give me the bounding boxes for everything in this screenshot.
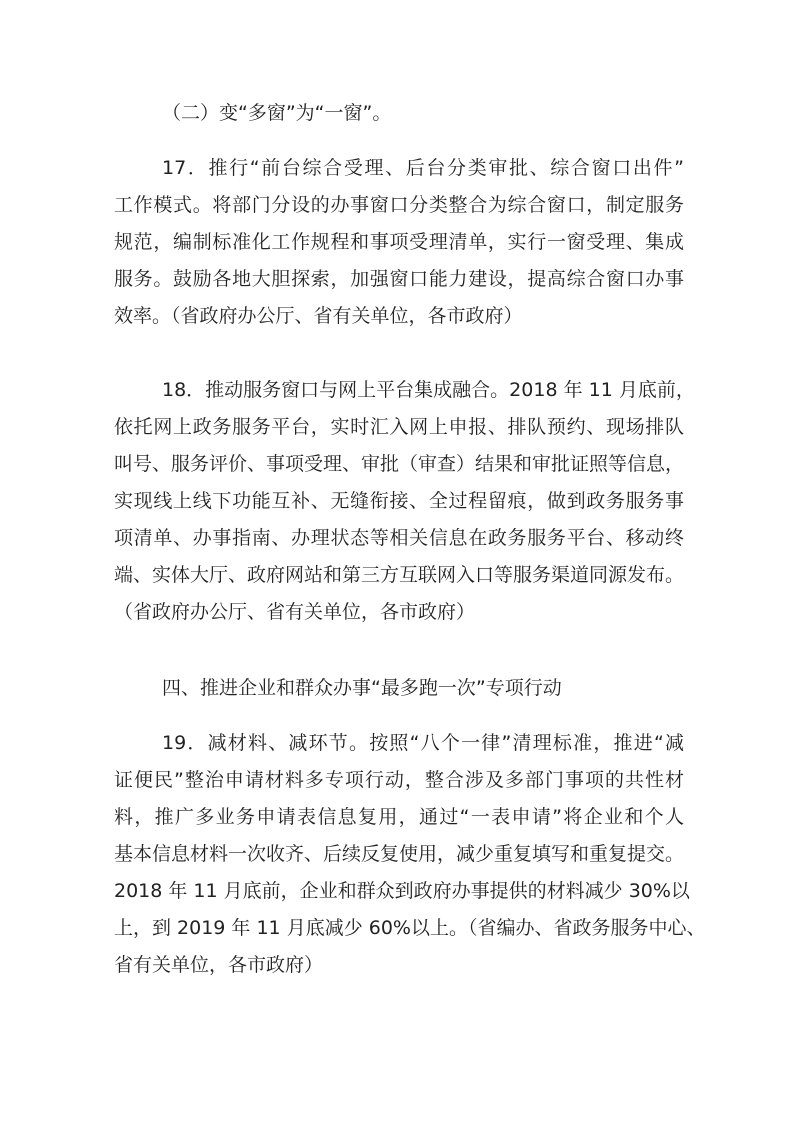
text-line: （二）变“多窗”为“一窗”。 [162, 102, 392, 124]
text-line: 17．推行“前台综合受理、后台分类审批、综合窗口出件” [162, 157, 684, 179]
text-line: （省政府办公厅、省有关单位，各市政府） [114, 601, 476, 623]
text-line: 证便民”整治申请材料多专项行动，整合涉及多部门事项的共性材 [114, 769, 684, 791]
text-line: 上，到 2019 年 11 月底减少 60%以上。（省编办、省政务服务中心、 [114, 917, 706, 939]
section-heading-2 [114, 95, 684, 132]
text-line: 料，推广多业务申请表信息复用，通过“一表申请”将企业和个人 [114, 806, 684, 828]
text-line: 叫号、服务评价、事项受理、审批（审查）结果和审批证照等信息， [114, 453, 685, 475]
text-line: 实现线上线下功能互补、无缝衔接、全过程留痕，做到政务服务事 [114, 490, 684, 512]
text-line: 2018 年 11 月底前，企业和群众到政府办事提供的材料减少 30%以 [114, 880, 690, 902]
text-line: 工作模式。将部门分设的办事窗口分类整合为综合窗口，制定服务 [114, 194, 684, 216]
item-17-paragraph [114, 150, 684, 335]
text-line: 18．推动服务窗口与网上平台集成融合。2018 年 11 月底前， [162, 379, 695, 401]
text-line: 服务。鼓励各地大胆探索，加强窗口能力建设，提高综合窗口办事 [114, 268, 684, 290]
text-line: 省有关单位，各市政府） [114, 954, 324, 976]
text-line: 基本信息材料一次收齐、后续反复使用，减少重复填写和重复提交。 [114, 843, 685, 865]
text-line: 四、推进企业和群众办事“最多跑一次”专项行动 [162, 677, 562, 699]
item-18-paragraph [114, 372, 695, 631]
text-line: 效率。（省政府办公厅、省有关单位，各市政府） [114, 305, 523, 327]
text-line: 端、实体大厅、政府网站和第三方互联网入口等服务渠道同源发布。 [114, 564, 685, 586]
text-line: 19．减材料、减环节。按照“八个一律”清理标准，推进“减 [162, 732, 684, 754]
item-19-paragraph [114, 725, 706, 984]
section-heading-4 [114, 670, 684, 707]
text-line: 依托网上政务服务平台，实时汇入网上申报、排队预约、现场排队 [114, 416, 684, 438]
text-line: 项清单、办事指南、办理状态等相关信息在政务服务平台、移动终 [114, 527, 684, 549]
text-line: 规范，编制标准化工作规程和事项受理清单，实行一窗受理、集成 [114, 231, 684, 253]
